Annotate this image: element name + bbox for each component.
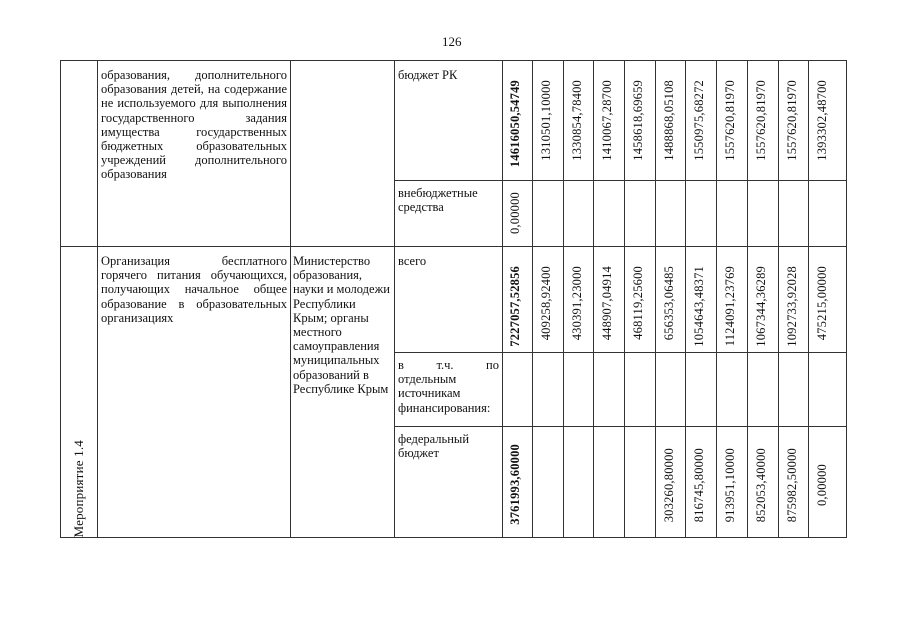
top-total-budget: 14616050,54749: [508, 80, 522, 168]
measure-source-all: всего: [398, 254, 427, 268]
top-source-budget: бюджет РК: [398, 68, 458, 82]
measure-fed-value: 913951,10000: [723, 448, 737, 523]
measure-all-value: 468119,25600: [631, 266, 645, 340]
measure-fed-value: 0,00000: [815, 464, 829, 507]
top-budget-value: 1393302,48700: [815, 80, 829, 161]
measure-all-value: 656353,06485: [662, 266, 676, 341]
measure-all-value: 448907,04914: [600, 266, 614, 341]
measure-all-value: 475215,00000: [815, 266, 829, 341]
measure-total-fed: 3761993,60000: [508, 444, 522, 525]
measure-fed-value: 852053,40000: [754, 448, 768, 523]
measure-all-value: 1092733,92028: [785, 266, 799, 347]
top-budget-value: 1557620,81970: [754, 80, 768, 161]
measure-fed-value: 303260,80000: [662, 448, 676, 523]
measure-label: Мероприятие 1.4: [71, 440, 86, 538]
top-budget-value: 1330854,78400: [570, 80, 584, 161]
top-total-extrabudget: 0,00000: [508, 192, 522, 235]
measure-all-value: 1054643,48371: [692, 266, 706, 347]
measure-fed-value: 816745,80000: [692, 448, 706, 523]
top-description: образования, дополнительного образования детей, на содержание не используемого для выполнения государственного задания имущества государственных бюджетных образовательных учреждений дополнительного образования: [101, 68, 287, 182]
top-budget-value: 1488868,05108: [662, 80, 676, 161]
measure-description: Организация бесплатного горячего питания обучающихся, получающих начальное общее образование в образовательных организациях: [101, 254, 287, 325]
measure-all-value: 1067344,36289: [754, 266, 768, 347]
measure-all-value: 1124091,23769: [723, 266, 737, 347]
measure-source-incl: в т.ч. по отдельным источникам финансирования:: [398, 358, 499, 415]
page-number: 126: [442, 34, 462, 49]
top-budget-value: 1458618,69659: [631, 80, 645, 161]
measure-source-fed: федеральный бюджет: [398, 432, 470, 461]
top-budget-value: 1557620,81970: [785, 80, 799, 161]
measure-fed-value: 875982,50000: [785, 448, 799, 523]
measure-total-all: 7227057,52856: [508, 266, 522, 347]
top-budget-value: 1557620,81970: [723, 80, 737, 161]
top-budget-value: 1550975,68272: [692, 80, 706, 161]
top-budget-value: 1310501,10000: [539, 80, 553, 161]
measure-executor: Министерство образования, науки и молодежи Республики Крым; органы местного самоуправления муниципальных образований в Республике Крым: [293, 254, 390, 396]
top-budget-value: 1410067,28700: [600, 80, 614, 161]
top-source-extrabudget: внебюджетные средства: [398, 186, 478, 215]
measure-all-value: 409258,92400: [539, 266, 553, 341]
measure-all-value: 430391,23000: [570, 266, 584, 341]
